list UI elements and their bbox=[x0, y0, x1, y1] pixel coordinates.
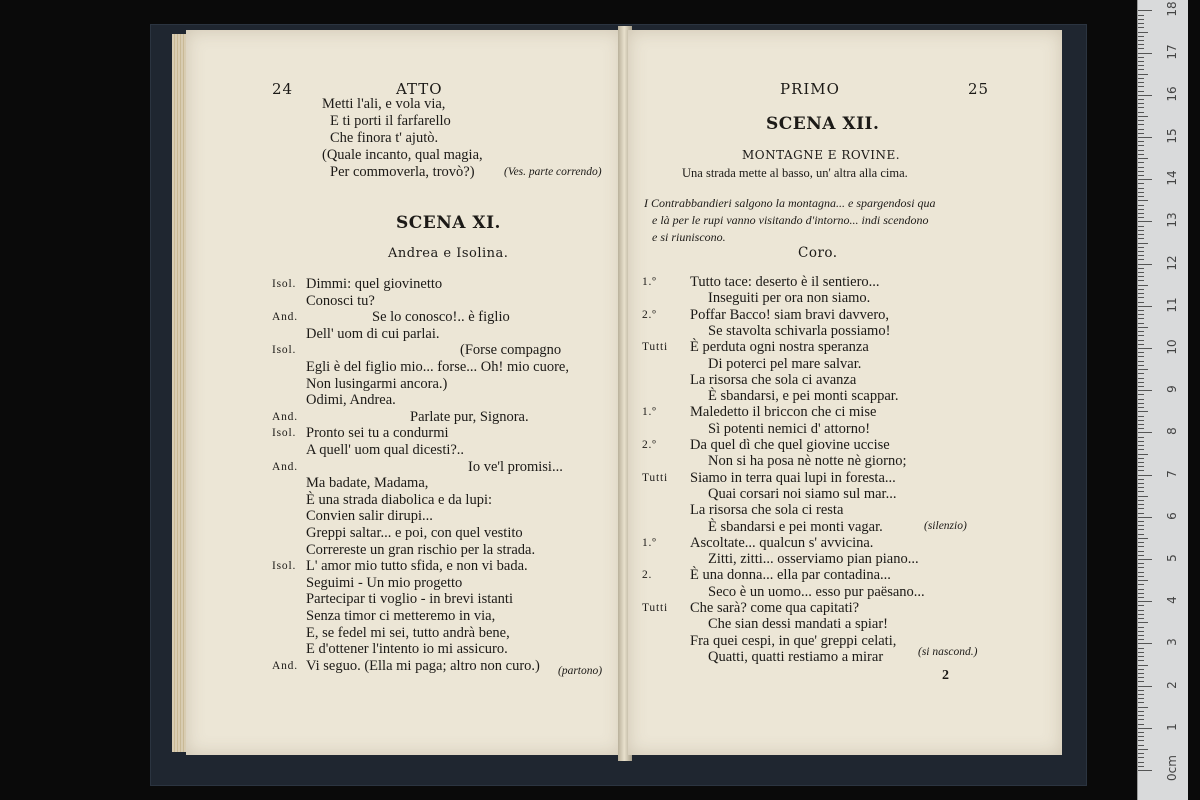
ruler-number: 4 bbox=[1165, 596, 1179, 605]
right-scene-title: SCENA XII. bbox=[766, 114, 880, 134]
speaker-label: Tutti bbox=[642, 341, 668, 354]
ruler-tick bbox=[1138, 416, 1144, 417]
speaker-label: 2. bbox=[642, 569, 653, 582]
ruler-number: 7 bbox=[1165, 469, 1179, 478]
ruler-tick bbox=[1138, 19, 1144, 20]
ruler-unit-label: 0cm bbox=[1165, 755, 1179, 781]
dialogue-line: È una donna... ella par contadina... bbox=[690, 567, 891, 584]
right-page-number: 25 bbox=[968, 80, 990, 98]
ruler-tick bbox=[1138, 318, 1144, 319]
ruler-tick bbox=[1138, 719, 1144, 720]
ruler-number: 1 bbox=[1165, 722, 1179, 731]
ruler-tick bbox=[1138, 610, 1144, 611]
ruler-tick bbox=[1138, 496, 1148, 497]
ruler-number: 8 bbox=[1165, 427, 1179, 436]
dialogue-line: La risorsa che sola ci resta bbox=[690, 502, 844, 519]
ruler-tick bbox=[1138, 487, 1144, 488]
ruler-tick bbox=[1138, 500, 1144, 501]
ruler-tick bbox=[1138, 344, 1144, 345]
ruler-tick bbox=[1138, 584, 1144, 585]
dialogue-line: Zitti, zitti... osserviamo pian piano... bbox=[708, 551, 919, 568]
dialogue-line: Quatti, quatti restiamo a mirar bbox=[708, 648, 884, 665]
ruler-tick bbox=[1138, 331, 1144, 332]
ruler-tick bbox=[1138, 340, 1144, 341]
ruler-tick bbox=[1138, 95, 1152, 96]
ruler-tick bbox=[1138, 217, 1144, 218]
ruler-tick bbox=[1138, 567, 1144, 568]
speaker-label: And. bbox=[272, 410, 298, 423]
ruler-tick bbox=[1138, 179, 1152, 180]
ruler-tick bbox=[1138, 323, 1144, 324]
ruler-tick bbox=[1138, 542, 1144, 543]
ruler-tick bbox=[1138, 74, 1148, 75]
ruler-tick bbox=[1138, 534, 1144, 535]
dialogue-line: Se lo conosco!.. è figlio bbox=[372, 309, 510, 326]
ruler-tick bbox=[1138, 648, 1144, 649]
ruler-tick bbox=[1138, 665, 1148, 666]
right-setting-description: Una strada mette al basso, un' altra alla cima. bbox=[682, 166, 908, 180]
ruler-tick bbox=[1138, 107, 1144, 108]
ruler-tick bbox=[1138, 686, 1152, 687]
ruler-tick bbox=[1138, 475, 1152, 476]
ruler-tick bbox=[1138, 525, 1144, 526]
ruler-tick bbox=[1138, 593, 1144, 594]
ruler-tick bbox=[1138, 150, 1144, 151]
ruler-tick bbox=[1138, 116, 1148, 117]
ruler-number: 17 bbox=[1165, 43, 1179, 60]
ruler-tick bbox=[1138, 437, 1144, 438]
ruler-number: 18 bbox=[1165, 1, 1179, 18]
dialogue-line: Da quel dì che quel giovine uccise bbox=[690, 437, 890, 453]
ruler-tick bbox=[1138, 732, 1144, 733]
ruler-tick bbox=[1138, 243, 1148, 244]
dialogue-line: Seguimi - Un mio progetto bbox=[306, 574, 463, 591]
ruler-tick bbox=[1138, 259, 1144, 260]
ruler-tick bbox=[1138, 154, 1144, 155]
dialogue-line: È perduta ogni nostra speranza bbox=[690, 339, 869, 356]
dialogue-line: Convien salir dirupi... bbox=[306, 508, 433, 525]
ruler-tick bbox=[1138, 200, 1148, 201]
ruler-tick bbox=[1138, 378, 1144, 379]
dialogue-line: Dell' uom di cui parlai. bbox=[306, 325, 440, 342]
ruler-number: 13 bbox=[1165, 212, 1179, 229]
stage-direction-line: e là per le rupi vanno visitando d'intorno... indi scendono bbox=[652, 213, 929, 227]
ruler-tick bbox=[1138, 559, 1152, 560]
dialogue-line: Inseguiti per ora non siamo. bbox=[708, 290, 871, 307]
ruler-tick bbox=[1138, 226, 1144, 227]
ruler-tick bbox=[1138, 86, 1144, 87]
dialogue-line: Dimmi: quel giovinetto bbox=[306, 276, 443, 292]
signature-mark: 2 bbox=[942, 668, 949, 683]
speaker-label: Tutti bbox=[642, 602, 668, 614]
ruler-tick bbox=[1138, 681, 1144, 682]
dialogue-line: È sbandarsi e pei monti vagar. bbox=[708, 518, 883, 535]
ruler-tick bbox=[1138, 133, 1144, 134]
ruler-tick bbox=[1138, 601, 1152, 602]
dialogue-line: Io ve'l promisi... bbox=[468, 458, 563, 475]
ruler-tick bbox=[1138, 753, 1144, 754]
ruler-tick bbox=[1138, 462, 1144, 463]
ruler-tick bbox=[1138, 715, 1144, 716]
right-running-header: PRIMO bbox=[780, 80, 840, 98]
dialogue-line: Fra quei cespi, in que' greppi celati, bbox=[690, 632, 897, 649]
verse-line: Per commoverla, trovò?) bbox=[330, 164, 475, 180]
ruler-tick bbox=[1138, 175, 1144, 176]
ruler-tick bbox=[1138, 643, 1152, 644]
ruler-tick bbox=[1138, 82, 1144, 83]
dialogue-line: E, se fedel mi sei, tutto andrà bene, bbox=[306, 624, 510, 641]
ruler-tick bbox=[1138, 707, 1148, 708]
right-silence-direction: (silenzio) bbox=[924, 520, 967, 532]
ruler-tick bbox=[1138, 369, 1148, 370]
dialogue-line: Conosci tu? bbox=[306, 292, 375, 309]
ruler-tick bbox=[1138, 677, 1144, 678]
ruler-tick bbox=[1138, 660, 1144, 661]
dialogue-line: Maledetto il briccon che ci mise bbox=[690, 404, 877, 421]
ruler-tick bbox=[1138, 280, 1144, 281]
speaker-label: 2.º bbox=[642, 439, 657, 451]
ruler-number: 11 bbox=[1165, 297, 1179, 313]
left-cast: Andrea e Isolina. bbox=[388, 246, 509, 261]
ruler-tick bbox=[1138, 348, 1152, 349]
ruler-tick bbox=[1138, 171, 1144, 172]
ruler-tick bbox=[1138, 605, 1144, 606]
ruler-tick bbox=[1138, 770, 1152, 771]
stage-direction-line: I Contrabbandieri salgono la montagna... e spargendosi qua bbox=[644, 196, 936, 210]
speaker-label: Isol. bbox=[272, 427, 297, 440]
ruler-tick bbox=[1138, 673, 1144, 674]
ruler-tick bbox=[1138, 124, 1144, 125]
verse-line: E ti porti il farfarello bbox=[330, 113, 451, 129]
dialogue-line: Quai corsari noi siamo sul mar... bbox=[708, 485, 897, 502]
speaker-label: 1.º bbox=[642, 536, 657, 549]
ruler-number: 16 bbox=[1165, 86, 1179, 102]
dialogue-line: Che sarà? come qua capitati? bbox=[690, 600, 860, 616]
ruler-tick bbox=[1138, 129, 1144, 130]
ruler-tick bbox=[1138, 491, 1144, 492]
left-running-header: ATTO bbox=[396, 80, 443, 98]
ruler-tick bbox=[1138, 27, 1144, 28]
ruler-tick bbox=[1138, 327, 1148, 328]
ruler-tick bbox=[1138, 251, 1144, 252]
ruler-tick bbox=[1138, 310, 1144, 311]
ruler-tick bbox=[1138, 652, 1144, 653]
ruler-tick bbox=[1138, 162, 1144, 163]
speaker-label: Isol. bbox=[272, 560, 297, 573]
left-closing-direction: (partono) bbox=[558, 665, 603, 677]
ruler-tick bbox=[1138, 221, 1152, 222]
ruler-number: 5 bbox=[1165, 554, 1179, 562]
ruler-tick bbox=[1138, 711, 1144, 712]
ruler-tick bbox=[1138, 572, 1144, 573]
ruler-tick bbox=[1138, 188, 1144, 189]
right-setting-title: MONTAGNE E ROVINE. bbox=[742, 148, 901, 162]
ruler-tick bbox=[1138, 32, 1148, 33]
ruler-tick bbox=[1138, 749, 1148, 750]
ruler-tick bbox=[1138, 399, 1144, 400]
ruler-tick bbox=[1138, 314, 1144, 315]
right-page bbox=[628, 30, 1062, 755]
ruler-tick bbox=[1138, 192, 1144, 193]
ruler-tick bbox=[1138, 99, 1144, 100]
ruler-tick bbox=[1138, 635, 1144, 636]
ruler-tick bbox=[1138, 618, 1144, 619]
left-scene-title: SCENA XI. bbox=[396, 213, 501, 233]
ruler-tick bbox=[1138, 272, 1144, 273]
ruler-tick bbox=[1138, 69, 1144, 70]
dialogue-line: Greppi saltar... e poi, con quel vestito bbox=[306, 525, 523, 541]
speaker-label: And. bbox=[272, 460, 298, 473]
dialogue-line: Non si ha posa nè notte nè giorno; bbox=[708, 453, 907, 470]
verse-line: Che finora t' ajutò. bbox=[330, 130, 439, 146]
ruler-tick bbox=[1138, 335, 1144, 336]
verse-line: Metti l'ali, e vola via, bbox=[322, 96, 446, 112]
ruler-tick bbox=[1138, 420, 1144, 421]
verse-line: (Quale incanto, qual magia, bbox=[322, 147, 483, 163]
ruler-tick bbox=[1138, 120, 1144, 121]
ruler-tick bbox=[1138, 373, 1144, 374]
ruler-tick bbox=[1138, 538, 1148, 539]
ruler-tick bbox=[1138, 757, 1144, 758]
ruler-tick bbox=[1138, 183, 1144, 184]
ruler-tick bbox=[1138, 428, 1144, 429]
ruler-tick bbox=[1138, 529, 1144, 530]
ruler-tick bbox=[1138, 589, 1144, 590]
ruler-tick bbox=[1138, 580, 1148, 581]
ruler-tick bbox=[1138, 407, 1144, 408]
ruler-tick bbox=[1138, 458, 1144, 459]
ruler-tick bbox=[1138, 158, 1148, 159]
dialogue-line: Sì potenti nemici d' attorno! bbox=[708, 420, 871, 437]
dialogue-line: Tutto tace: deserto è il sentiero... bbox=[690, 274, 880, 290]
ruler-tick bbox=[1138, 441, 1144, 442]
dialogue-line: A quell' uom qual dicesti?.. bbox=[306, 442, 465, 458]
dialogue-line: La risorsa che sola ci avanza bbox=[690, 371, 857, 388]
ruler-tick bbox=[1138, 352, 1144, 353]
ruler-tick bbox=[1138, 656, 1144, 657]
ruler-tick bbox=[1138, 766, 1144, 767]
dialogue-line: Ma badate, Madama, bbox=[306, 475, 429, 492]
ruler-number: 15 bbox=[1165, 128, 1179, 144]
ruler-tick bbox=[1138, 65, 1144, 66]
ruler-tick bbox=[1138, 445, 1144, 446]
dialogue-line: Vi seguo. (Ella mi paga; altro non curo.) bbox=[306, 657, 540, 674]
ruler-tick bbox=[1138, 546, 1144, 547]
speaker-label: 1.º bbox=[642, 406, 657, 419]
ruler-tick bbox=[1138, 694, 1144, 695]
ruler-tick bbox=[1138, 390, 1152, 391]
ruler-tick bbox=[1138, 297, 1144, 298]
ruler-tick bbox=[1138, 466, 1144, 467]
ruler-tick bbox=[1138, 10, 1152, 11]
ruler-tick bbox=[1138, 141, 1144, 142]
ruler-number: 6 bbox=[1165, 511, 1179, 520]
dialogue-line: È sbandarsi, e pei monti scappar. bbox=[708, 388, 899, 405]
ruler-tick bbox=[1138, 411, 1148, 412]
ruler-tick bbox=[1138, 209, 1144, 210]
speaker-label: Isol. bbox=[272, 344, 297, 357]
dialogue-line: Partecipar ti voglio - in brevi istanti bbox=[306, 591, 513, 608]
dialogue-line: Seco è un uomo... esso pur paësano... bbox=[708, 583, 925, 600]
ruler-tick bbox=[1138, 145, 1144, 146]
ruler-tick bbox=[1138, 724, 1144, 725]
ruler-tick bbox=[1138, 504, 1144, 505]
speaker-label: Tutti bbox=[642, 471, 668, 484]
dialogue-line: Non lusingarmi ancora.) bbox=[306, 375, 448, 392]
ruler-tick bbox=[1138, 285, 1148, 286]
ruler-tick bbox=[1138, 508, 1144, 509]
ruler-tick bbox=[1138, 698, 1144, 699]
ruler-tick bbox=[1138, 112, 1144, 113]
ruler-tick bbox=[1138, 48, 1144, 49]
ruler-tick bbox=[1138, 669, 1144, 670]
dialogue-line: È una strada diabolica e da lupi: bbox=[306, 491, 493, 508]
ruler-tick bbox=[1138, 205, 1144, 206]
left-opening-direction: (Ves. parte correndo) bbox=[504, 166, 602, 178]
left-page bbox=[186, 30, 622, 755]
ruler-tick bbox=[1138, 238, 1144, 239]
ruler-tick bbox=[1138, 740, 1144, 741]
ruler-number: 14 bbox=[1165, 170, 1179, 186]
speaker-label: 2.º bbox=[642, 308, 657, 321]
ruler-tick bbox=[1138, 196, 1144, 197]
ruler-number: 9 bbox=[1165, 385, 1179, 394]
ruler-tick bbox=[1138, 213, 1144, 214]
ruler-number: 10 bbox=[1165, 339, 1179, 355]
ruler-tick bbox=[1138, 449, 1144, 450]
left-page-number: 24 bbox=[272, 80, 294, 98]
ruler-tick bbox=[1138, 365, 1144, 366]
ruler-tick bbox=[1138, 264, 1152, 265]
ruler-tick bbox=[1138, 137, 1152, 138]
ruler-tick bbox=[1138, 276, 1144, 277]
ruler-tick bbox=[1138, 103, 1144, 104]
ruler-tick bbox=[1138, 61, 1144, 62]
ruler-tick bbox=[1138, 289, 1144, 290]
dialogue-line: Odimi, Andrea. bbox=[306, 392, 396, 409]
ruler-tick bbox=[1138, 690, 1144, 691]
ruler-tick bbox=[1138, 483, 1144, 484]
speaker-label: 1.º bbox=[642, 276, 657, 288]
ruler-tick bbox=[1138, 551, 1144, 552]
ruler-tick bbox=[1138, 432, 1152, 433]
ruler-tick bbox=[1138, 247, 1144, 248]
ruler-tick bbox=[1138, 91, 1144, 92]
ruler-tick bbox=[1138, 234, 1144, 235]
ruler-tick bbox=[1138, 361, 1144, 362]
dialogue-line: Poffar Bacco! siam bravi davvero, bbox=[690, 306, 890, 323]
ruler-tick bbox=[1138, 78, 1144, 79]
ruler-tick bbox=[1138, 762, 1144, 763]
dialogue-line: Parlate pur, Signora. bbox=[410, 408, 529, 425]
ruler-tick bbox=[1138, 555, 1144, 556]
ruler-tick bbox=[1138, 57, 1144, 58]
dialogue-line: Pronto sei tu a condurmi bbox=[306, 425, 449, 442]
ruler-tick bbox=[1138, 627, 1144, 628]
ruler-tick bbox=[1138, 424, 1144, 425]
ruler-tick bbox=[1138, 44, 1144, 45]
ruler-tick bbox=[1138, 386, 1144, 387]
ruler-tick bbox=[1138, 15, 1144, 16]
stage-direction-line: e si riuniscono. bbox=[652, 230, 726, 244]
ruler-tick bbox=[1138, 745, 1144, 746]
ruler-tick bbox=[1138, 736, 1144, 737]
ruler-tick bbox=[1138, 702, 1144, 703]
ruler-number: 3 bbox=[1165, 638, 1179, 647]
ruler-tick bbox=[1138, 293, 1144, 294]
dialogue-line: (Forse compagno bbox=[460, 342, 562, 359]
ruler-tick bbox=[1138, 563, 1144, 564]
ruler-tick bbox=[1138, 639, 1144, 640]
ruler-tick bbox=[1138, 302, 1144, 303]
ruler-tick bbox=[1138, 36, 1144, 37]
measuring-ruler bbox=[1137, 0, 1188, 800]
speaker-label: And. bbox=[272, 659, 298, 672]
ruler-tick bbox=[1138, 728, 1152, 729]
ruler-number: 2 bbox=[1165, 680, 1179, 689]
ruler-tick bbox=[1138, 479, 1144, 480]
ruler-tick bbox=[1138, 631, 1144, 632]
ruler-tick bbox=[1138, 40, 1144, 41]
ruler-tick bbox=[1138, 230, 1144, 231]
ruler-tick bbox=[1138, 614, 1144, 615]
dialogue-line: Egli è del figlio mio... forse... Oh! mio cuore, bbox=[306, 359, 569, 375]
ruler-tick bbox=[1138, 268, 1144, 269]
ruler-tick bbox=[1138, 517, 1152, 518]
ruler-tick bbox=[1138, 306, 1152, 307]
dialogue-line: Se stavolta schivarla possiamo! bbox=[708, 322, 891, 339]
dialogue-line: Siamo in terra quai lupi in foresta... bbox=[690, 469, 896, 486]
ruler-tick bbox=[1138, 470, 1144, 471]
ruler-tick bbox=[1138, 521, 1144, 522]
dialogue-line: Correreste un gran rischio per la strada. bbox=[306, 541, 536, 558]
ruler-tick bbox=[1138, 167, 1144, 168]
ruler-tick bbox=[1138, 382, 1144, 383]
ruler-tick bbox=[1138, 255, 1144, 256]
ruler-number: 12 bbox=[1165, 254, 1179, 271]
right-chorus-label: Coro. bbox=[798, 245, 838, 261]
right-hide-direction: (si nascond.) bbox=[918, 646, 978, 658]
dialogue-line: Senza timor ci metteremo in via, bbox=[306, 608, 496, 624]
ruler-tick bbox=[1138, 454, 1148, 455]
dialogue-line: L' amor mio tutto sfida, e non vi bada. bbox=[306, 558, 528, 575]
ruler-tick bbox=[1138, 597, 1144, 598]
ruler-tick bbox=[1138, 53, 1152, 54]
ruler-tick bbox=[1138, 356, 1144, 357]
dialogue-line: Di poterci pel mare salvar. bbox=[708, 355, 862, 372]
ruler-tick bbox=[1138, 394, 1144, 395]
ruler-tick bbox=[1138, 513, 1144, 514]
dialogue-line: Ascoltate... qualcun s' avvicina. bbox=[690, 534, 874, 551]
ruler-tick bbox=[1138, 576, 1144, 577]
dialogue-line: E d'ottener l'intento io mi assicuro. bbox=[306, 641, 508, 658]
speaker-label: And. bbox=[272, 311, 298, 324]
speaker-label: Isol. bbox=[272, 278, 297, 290]
ruler-tick bbox=[1138, 622, 1148, 623]
dialogue-line: Che sian dessi mandati a spiar! bbox=[708, 616, 888, 633]
ruler-tick bbox=[1138, 403, 1144, 404]
ruler-tick bbox=[1138, 23, 1144, 24]
